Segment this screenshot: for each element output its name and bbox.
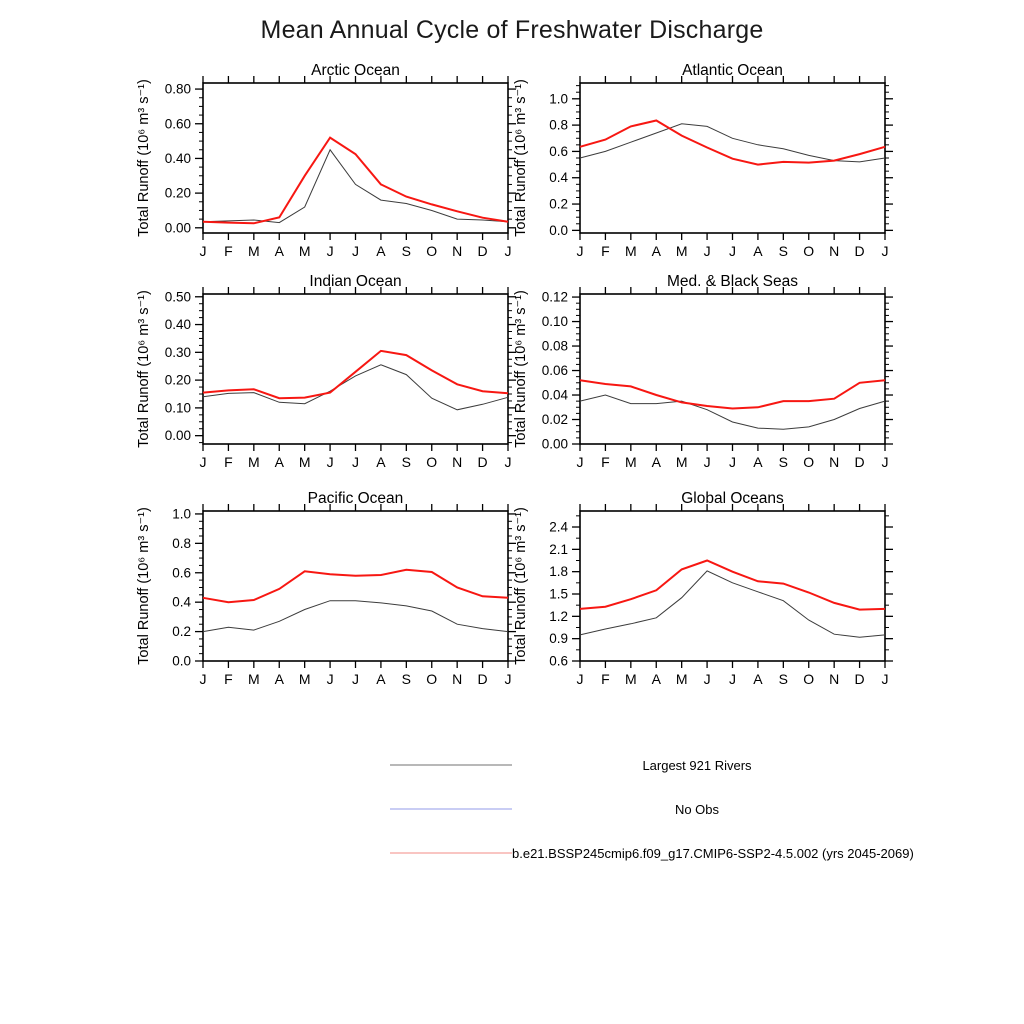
y-axis-label: Total Runoff (10⁶ m³ s⁻¹) — [513, 290, 529, 448]
x-tick-label: J — [199, 454, 207, 470]
legend-label-rivers: Largest 921 Rivers — [642, 757, 752, 773]
x-tick-label: A — [376, 454, 386, 470]
x-tick-label: A — [274, 671, 284, 687]
x-tick-label: O — [426, 243, 438, 259]
x-tick-label: S — [778, 243, 789, 259]
x-tick-label: O — [803, 454, 815, 470]
x-tick-label: J — [326, 243, 334, 259]
x-tick-label: A — [753, 671, 763, 687]
x-tick-label: D — [854, 671, 865, 687]
x-tick-label: S — [401, 671, 412, 687]
y-tick-label: 0.12 — [541, 289, 568, 305]
model-line — [580, 380, 885, 408]
x-tick-label: S — [778, 671, 789, 687]
plot-frame — [203, 294, 508, 444]
legend-label-model: b.e21.BSSP245cmip6.f09_g17.CMIP6-SSP2-4.5.002 (yrs 2045-2069) — [512, 845, 914, 861]
y-tick-label: 0.20 — [164, 185, 191, 201]
x-tick-label: M — [247, 243, 260, 259]
y-tick-label: 0.06 — [541, 363, 568, 379]
x-tick-label: J — [326, 454, 334, 470]
y-tick-label: 1.0 — [549, 91, 568, 107]
y-tick-label: 0.8 — [172, 535, 191, 551]
x-tick-label: M — [298, 243, 311, 259]
x-tick-label: M — [624, 671, 637, 687]
x-tick-label: N — [829, 243, 840, 259]
y-tick-label: 0.08 — [541, 338, 568, 354]
x-tick-label: D — [477, 671, 488, 687]
x-tick-label: M — [298, 671, 311, 687]
x-tick-label: A — [376, 243, 386, 259]
x-tick-label: J — [326, 671, 334, 687]
model-line — [203, 351, 508, 398]
y-tick-label: 0.10 — [164, 400, 191, 416]
y-tick-label: 1.5 — [549, 586, 568, 602]
y-tick-label: 0.40 — [164, 317, 191, 333]
y-tick-label: 0.00 — [541, 436, 568, 452]
x-tick-label: N — [452, 454, 463, 470]
x-tick-label: J — [352, 243, 359, 259]
legend-row-rivers — [390, 743, 882, 787]
x-tick-label: A — [651, 454, 661, 470]
y-tick-label: 0.10 — [541, 314, 568, 330]
x-tick-label: M — [624, 243, 637, 259]
legend-row-model — [390, 831, 914, 875]
y-axis-label: Total Runoff (10⁶ m³ s⁻¹) — [136, 507, 152, 665]
x-tick-label: J — [881, 243, 889, 259]
x-tick-label: J — [504, 671, 512, 687]
y-tick-label: 1.0 — [172, 506, 191, 522]
rivers-line — [203, 601, 508, 632]
y-tick-label: 0.30 — [164, 344, 191, 360]
y-tick-label: 0.02 — [541, 412, 568, 428]
x-tick-label: O — [426, 671, 438, 687]
x-tick-label: D — [477, 454, 488, 470]
panel-med-black-seas — [513, 273, 893, 470]
x-tick-label: F — [601, 454, 610, 470]
y-tick-label: 0.04 — [541, 387, 568, 403]
y-tick-label: 0.60 — [164, 116, 191, 132]
y-tick-label: 0.2 — [172, 624, 191, 640]
y-tick-label: 0.00 — [164, 428, 191, 444]
x-tick-label: A — [753, 454, 763, 470]
x-tick-label: N — [829, 671, 840, 687]
x-tick-label: S — [401, 454, 412, 470]
y-tick-label: 0.40 — [164, 150, 191, 166]
y-tick-label: 2.1 — [549, 541, 568, 557]
x-tick-label: M — [624, 454, 637, 470]
y-axis-label: Total Runoff (10⁶ m³ s⁻¹) — [136, 290, 152, 448]
x-tick-label: M — [675, 243, 688, 259]
y-axis-label: Total Runoff (10⁶ m³ s⁻¹) — [513, 507, 529, 665]
y-axis-label: Total Runoff (10⁶ m³ s⁻¹) — [513, 79, 529, 237]
y-tick-label: 0.6 — [172, 565, 191, 581]
x-tick-label: A — [376, 671, 386, 687]
y-tick-label: 1.2 — [549, 608, 568, 624]
x-tick-label: A — [753, 243, 763, 259]
y-axis-label: Total Runoff (10⁶ m³ s⁻¹) — [136, 79, 152, 237]
x-tick-label: F — [224, 454, 233, 470]
x-tick-label: M — [675, 454, 688, 470]
y-tick-label: 0.6 — [549, 653, 568, 669]
x-tick-label: D — [477, 243, 488, 259]
x-tick-label: D — [854, 454, 865, 470]
x-tick-label: M — [675, 671, 688, 687]
legend-row-noobs — [390, 787, 882, 831]
y-tick-label: 0.6 — [549, 143, 568, 159]
x-tick-label: J — [703, 454, 711, 470]
y-tick-label: 0.8 — [549, 117, 568, 133]
x-tick-label: M — [247, 671, 260, 687]
legend-line-model — [390, 852, 512, 854]
panel-title: Arctic Ocean — [311, 62, 400, 79]
x-tick-label: J — [881, 454, 889, 470]
x-tick-label: S — [401, 243, 412, 259]
y-tick-label: 1.8 — [549, 564, 568, 580]
y-tick-label: 0.0 — [549, 222, 568, 238]
x-tick-label: F — [601, 671, 610, 687]
model-line — [203, 138, 508, 224]
x-tick-label: J — [703, 243, 711, 259]
x-tick-label: A — [651, 243, 661, 259]
x-tick-label: A — [274, 243, 284, 259]
x-tick-label: A — [651, 671, 661, 687]
y-tick-label: 0.9 — [549, 631, 568, 647]
x-tick-label: J — [199, 243, 207, 259]
panel-title: Indian Ocean — [309, 273, 402, 290]
x-tick-label: J — [729, 243, 736, 259]
model-line — [580, 561, 885, 610]
panel-global-oceans — [513, 490, 893, 687]
x-tick-label: N — [452, 671, 463, 687]
x-tick-label: J — [352, 671, 359, 687]
y-tick-label: 0.80 — [164, 81, 191, 97]
x-tick-label: N — [452, 243, 463, 259]
y-tick-label: 0.0 — [172, 653, 191, 669]
x-tick-label: J — [352, 454, 359, 470]
x-tick-label: J — [729, 454, 736, 470]
panel-title: Pacific Ocean — [307, 490, 404, 507]
x-tick-label: J — [199, 671, 207, 687]
x-tick-label: M — [298, 454, 311, 470]
panel-atlantic-ocean — [513, 62, 893, 259]
rivers-line — [580, 395, 885, 429]
x-tick-label: J — [881, 671, 889, 687]
x-tick-label: J — [729, 671, 736, 687]
x-tick-label: A — [274, 454, 284, 470]
x-tick-label: O — [426, 454, 438, 470]
x-tick-label: S — [778, 454, 789, 470]
x-tick-label: D — [854, 243, 865, 259]
y-tick-label: 2.4 — [549, 519, 568, 535]
x-tick-label: J — [576, 454, 584, 470]
plot-frame — [580, 511, 885, 661]
panel-title: Med. & Black Seas — [667, 273, 798, 290]
x-tick-label: J — [576, 243, 584, 259]
x-tick-label: J — [504, 243, 512, 259]
plot-frame — [203, 511, 508, 661]
figure-title: Mean Annual Cycle of Freshwater Discharge — [260, 16, 764, 44]
y-tick-label: 0.00 — [164, 220, 191, 236]
legend-line-noobs — [390, 808, 512, 810]
panel-pacific-ocean — [136, 490, 516, 687]
x-tick-label: F — [601, 243, 610, 259]
model-line — [580, 121, 885, 165]
y-tick-label: 0.4 — [172, 594, 191, 610]
y-tick-label: 0.20 — [164, 372, 191, 388]
x-tick-label: J — [703, 671, 711, 687]
x-tick-label: F — [224, 671, 233, 687]
x-tick-label: N — [829, 454, 840, 470]
legend-line-rivers — [390, 764, 512, 766]
x-tick-label: J — [576, 671, 584, 687]
x-tick-label: F — [224, 243, 233, 259]
x-tick-label: O — [803, 243, 815, 259]
panel-title: Global Oceans — [681, 490, 784, 507]
model-line — [203, 570, 508, 602]
y-tick-label: 0.2 — [549, 196, 568, 212]
x-tick-label: M — [247, 454, 260, 470]
legend-label-noobs: No Obs — [674, 801, 720, 817]
x-tick-label: J — [504, 454, 512, 470]
y-tick-label: 0.4 — [549, 170, 568, 186]
panel-indian-ocean — [136, 273, 516, 470]
legend — [390, 743, 914, 875]
plot-frame — [203, 83, 508, 233]
y-tick-label: 0.50 — [164, 289, 191, 305]
panel-title: Atlantic Ocean — [682, 62, 783, 79]
x-tick-label: O — [803, 671, 815, 687]
panel-arctic-ocean — [136, 62, 516, 259]
